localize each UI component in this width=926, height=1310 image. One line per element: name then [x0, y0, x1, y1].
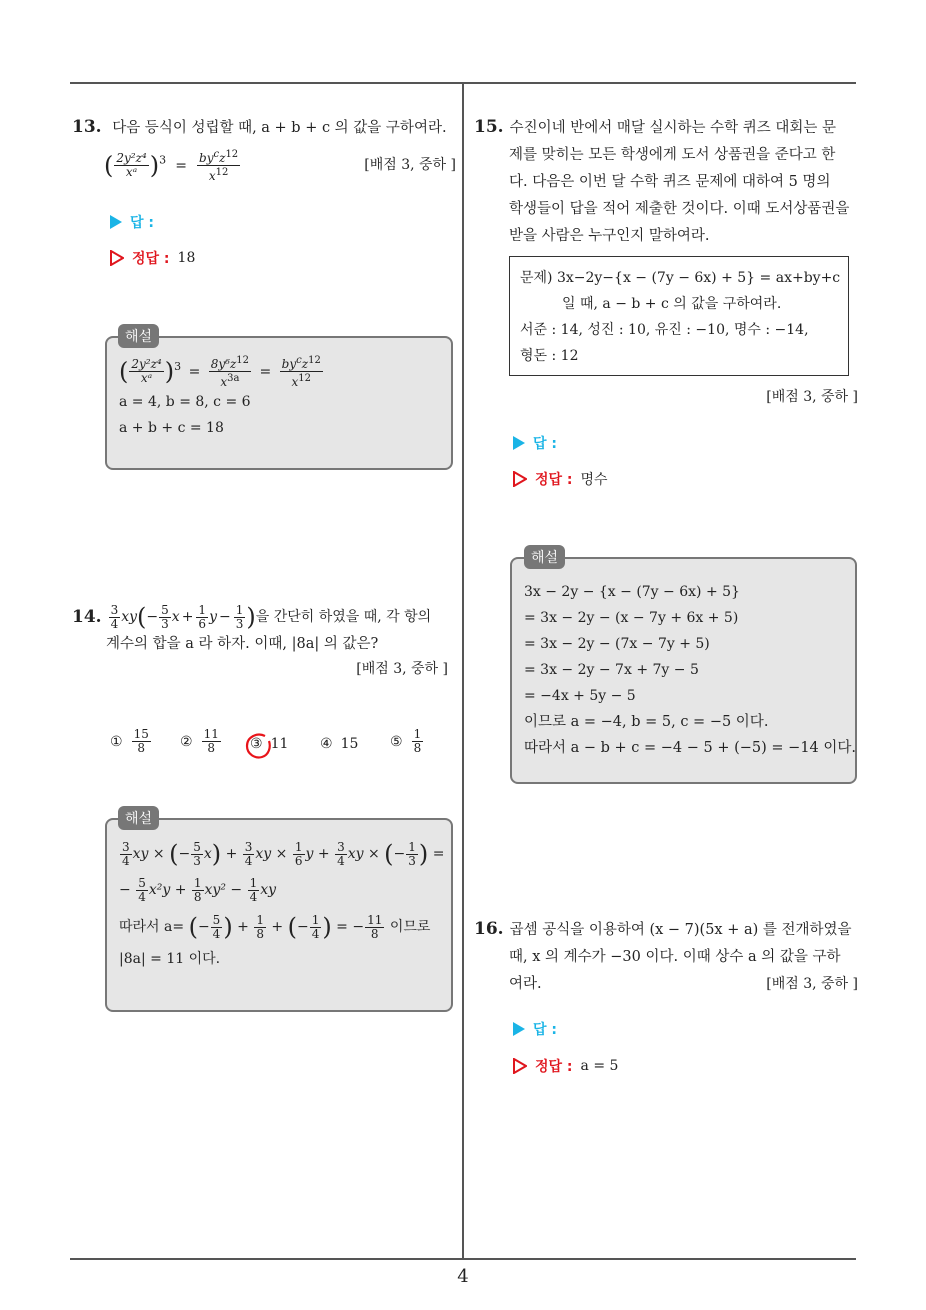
triangle-outline-icon [513, 471, 527, 487]
question-number: 15. [474, 117, 504, 137]
solution-line: $\frac{3}{4}$ xy × (− $\frac{5}{3}$ x) + $\frac{3}{4}$ xy × $\frac{1}{6}$ y + $\frac{3}{4}$ xy × (− $\frac{1}{3}$ ) = [122, 839, 445, 868]
choice-2[interactable] [180, 728, 222, 755]
solution-text: 따라서 a= [119, 919, 185, 935]
choice-value: $\frac{1}{8}$ [413, 727, 422, 755]
correct-label: 정답 : [535, 1059, 573, 1075]
solution-box-14 [105, 818, 453, 1012]
points: [배점 3, 중하 ] [364, 157, 456, 173]
solution-equation: ( $\frac{\text{2y²z⁴}}{\text{xᵃ}}$ )$^3$ = $\frac{8y^6z^{12}}{x^{3a}}$ = $\frac{by^cz^{12}}{x^{12}}$ [119, 355, 321, 390]
answer-label: 답 : [533, 1022, 557, 1038]
correct-answer: 18 [177, 250, 196, 266]
choice-value: 11 [270, 736, 289, 752]
points: [배점 3, 중하 ] [766, 389, 858, 405]
question-text: 다음 등식이 성립할 때, a + b + c 의 값을 구하여라. [112, 120, 447, 136]
correct-label: 정답 : [132, 251, 170, 267]
question-text: 학생들이 답을 적어 제출한 것이다. 이때 도서상품권을 [509, 201, 850, 217]
answer-line-16 [513, 1019, 557, 1039]
choice-marker: ⑤ [390, 733, 403, 750]
solution-line: a + b + c = 18 [119, 420, 224, 437]
question-13 [72, 114, 456, 188]
solution-tab: 해설 [524, 545, 565, 569]
choice-value: $\frac{15}{8}$ [133, 727, 149, 755]
solution-box-13 [105, 336, 453, 470]
equation: ( $\frac{\text{2y²z⁴}}{\text{xᵃ}}$ )$^3$ = $\frac{by^cz^{12}}{x^{12}}$ [배점 3, 중하 ] [104, 149, 456, 183]
column-divider [462, 84, 464, 1260]
question-number: 14. [72, 607, 102, 627]
problem-line: 일 때, a − b + c 의 값을 구하여라. [562, 296, 782, 312]
correct-answer: a = 5 [580, 1058, 619, 1074]
problem-line: 형돈 : 12 [520, 348, 579, 364]
choice-marker: ④ [320, 736, 333, 752]
question-text: 곱셈 공식을 이용하여 (x − 7)(5x + a) 를 전개하였을 [509, 922, 852, 938]
solution-text: 이므로 [389, 919, 431, 935]
play-icon [110, 215, 122, 229]
question-number: 13. [72, 117, 102, 137]
problem-line: 서준 : 14, 성진 : 10, 유진 : −10, 명수 : −14, [520, 322, 809, 338]
solution-line: 따라서 a= (− $\frac{5}{4}$ ) + $\frac{1}{8}$ + (− $\frac{1}{4}$ ) = − $\frac{11}{8}$ 이므로 [119, 912, 431, 941]
solution-line: = 3x − 2y − (x − 7y + 6x + 5) [524, 610, 739, 626]
choice-marker: ③ [250, 736, 263, 752]
correct-answer: 명수 [580, 472, 608, 488]
choice-1[interactable] [110, 728, 152, 755]
choice-4[interactable] [320, 736, 358, 752]
triangle-outline-icon [513, 1058, 527, 1074]
choice-value: 15 [340, 736, 359, 752]
page-number: 4 [457, 1266, 469, 1287]
solution-line: − $\frac{5}{4}$ x²y + $\frac{1}{8}$ xy² − $\frac{1}{4}$ xy [119, 875, 277, 904]
solution-box-15 [510, 557, 857, 784]
correct-line-13 [110, 248, 195, 268]
question-text: 을 간단히 하였을 때, 각 항의 [255, 609, 432, 625]
points: [배점 3, 중하 ] [766, 976, 858, 992]
correct-label: 정답 : [535, 472, 573, 488]
answer-line-15 [513, 433, 557, 453]
choice-marker: ① [110, 733, 123, 750]
solution-line: = 3x − 2y − (7x − 7y + 5) [524, 636, 710, 652]
solution-tab: 해설 [118, 324, 159, 348]
question-text: 받을 사람은 누구인지 말하여라. [509, 228, 710, 244]
question-15 [474, 114, 858, 250]
choice-value: $\frac{11}{8}$ [203, 727, 219, 755]
solution-line: a = 4, b = 8, c = 6 [119, 394, 251, 411]
correct-line-15 [513, 469, 608, 489]
question-text: 여라. [509, 976, 542, 992]
question-number: 16. [474, 919, 504, 939]
bottom-rule [70, 1258, 856, 1260]
selected-circle-icon [243, 731, 273, 761]
choice-5[interactable] [390, 728, 424, 755]
question-text-line2: 계수의 합을 a 라 하자. 이때, |8a| 의 값은? [106, 636, 379, 652]
solution-line: 따라서 a − b + c = −4 − 5 + (−5) = −14 이다. [524, 740, 857, 756]
solution-line: |8a| = 11 이다. [119, 951, 221, 967]
choice-marker: ② [180, 733, 193, 750]
points: [배점 3, 중하 ] [356, 661, 448, 677]
solution-line: 3x − 2y − {x − (7y − 6x) + 5} [524, 584, 740, 600]
correct-line-16 [513, 1056, 618, 1076]
question-text: 수진이네 반에서 매달 실시하는 수학 퀴즈 대회는 문 [509, 120, 836, 136]
answer-line-13 [110, 212, 154, 232]
play-icon [513, 436, 525, 450]
triangle-outline-icon [110, 250, 124, 266]
play-icon [513, 1022, 525, 1036]
problem-box [509, 256, 849, 376]
solution-tab: 해설 [118, 806, 159, 830]
question-16 [474, 916, 858, 998]
solution-line: = 3x − 2y − 7x + 7y − 5 [524, 662, 699, 678]
question-text: 제를 맞히는 모든 학생에게 도서 상품권을 준다고 한 [509, 147, 836, 163]
solution-line: = −4x + 5y − 5 [524, 688, 636, 704]
question-14: 14. $\frac{3}{4}$ xy ( − $\frac{5}{3}$ x + $\frac{1}{6}$ y − $\frac{1}{3}$ ) 을 간단히 하였을 때, 각 항의 계수의 합을 a 라 하자. 이때, |8a| 의 값은? [배점 3, 중하 ] [72, 604, 456, 680]
question-text: 때, x 의 계수가 −30 이다. 이때 상수 a 의 값을 구하 [509, 949, 841, 965]
answer-label: 답 : [533, 436, 557, 452]
solution-line: 이므로 a = −4, b = 5, c = −5 이다. [524, 714, 769, 730]
problem-line: 문제) 3x−2y−{x − (7y − 6x) + 5} = ax+by+c [520, 270, 841, 286]
question-text: 다. 다음은 이번 달 수학 퀴즈 문제에 대하여 5 명의 [509, 174, 831, 190]
answer-label: 답 : [130, 215, 154, 231]
